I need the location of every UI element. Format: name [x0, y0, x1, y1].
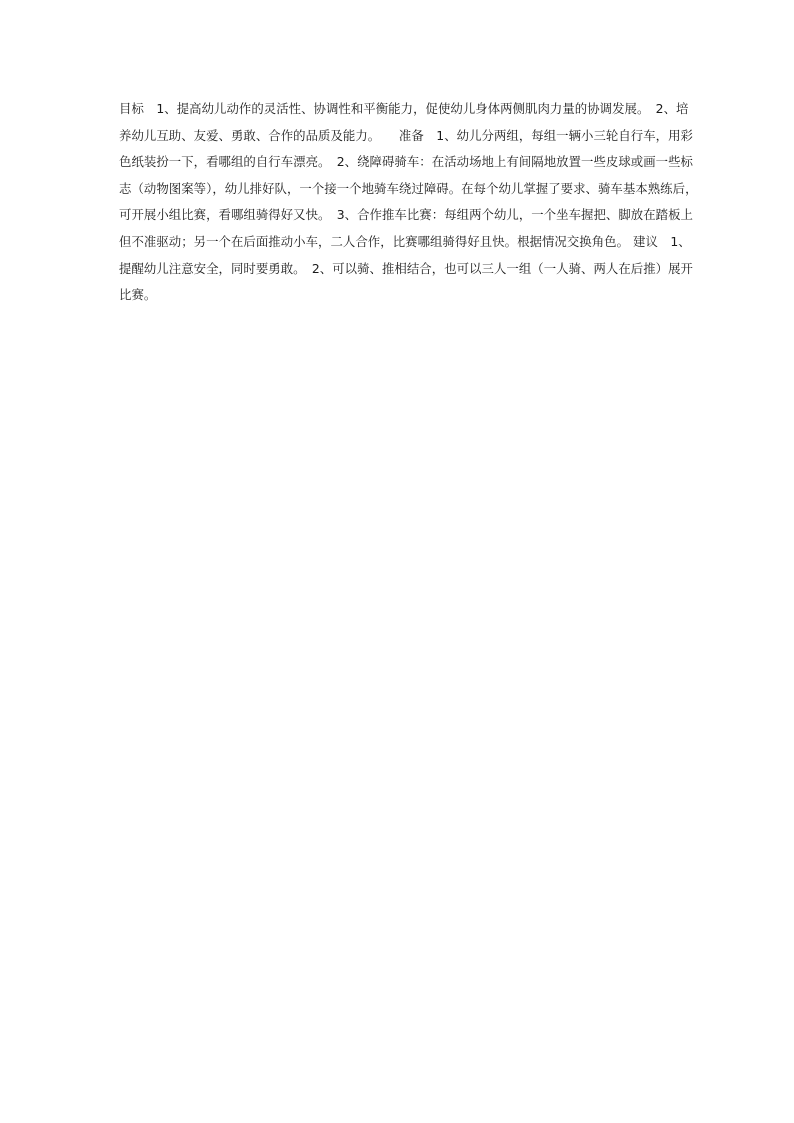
text-line: 比赛。 [119, 287, 157, 303]
text-line: 可开展小组比赛，看哪组骑得好又快。 3、合作推车比赛：每组两个幼儿，一个坐车握把、脚放在踏板上 [119, 207, 694, 223]
text-line: 但不准驱动；另一个在后面推动小车，二人合作，比赛哪组骑得好且快。根据情况交换角色。 建议 1、 [119, 233, 691, 249]
activity-plan-text [119, 96, 698, 309]
text-line: 目标 1、提高幼儿动作的灵活性、协调性和平衡能力，促使幼儿身体两侧肌肉力量的协调发展。 2、培 [119, 101, 689, 116]
text-line: 养幼儿互助、友爱、勇敢、合作的品质及能力。 准备 1、幼儿分两组，每组一辆小三轮自行车，用彩 [119, 127, 694, 143]
text-line: 提醒幼儿注意安全，同时要勇敢。 2、可以骑、推相结合，也可以三人一组（一人骑、两人在后推）展开 [119, 260, 694, 276]
text-line: 色纸装扮一下，看哪组的自行车漂亮。 2、绕障碍骑车：在活动场地上有间隔地放置一些皮球或画一些标 [119, 154, 694, 170]
text-line: 志（动物图案等），幼儿排好队，一个接一个地骑车绕过障碍。在每个幼儿掌握了要求、骑车基本熟练后， [119, 180, 698, 196]
